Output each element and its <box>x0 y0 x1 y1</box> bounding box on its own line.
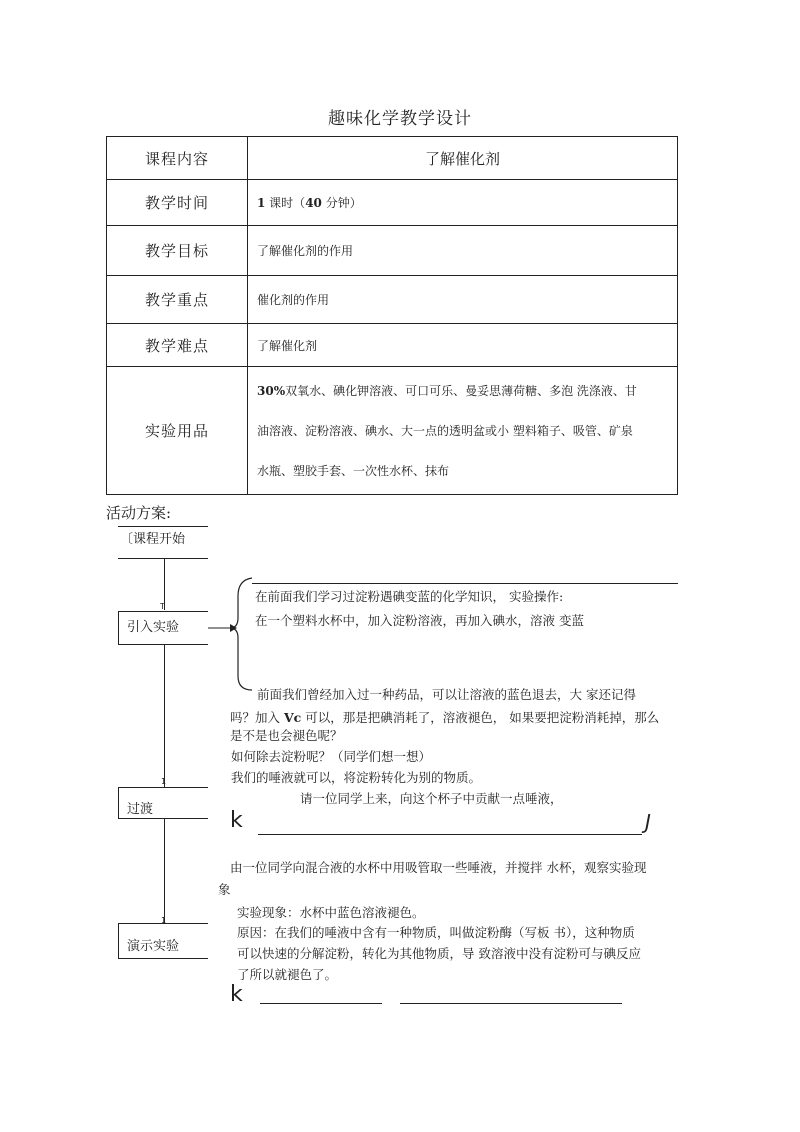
flow-connector <box>164 645 165 787</box>
row-label: 教学时间 <box>107 180 248 226</box>
intro-text: 在一个塑料水杯中，加入淀粉溶液，再加入碘水，溶液 变蓝 <box>255 613 584 628</box>
fill-line <box>258 834 642 835</box>
paragraph-line: 前面我们曾经加入过一种药品，可以让溶液的蓝色退去，大 家还记得 <box>257 687 636 702</box>
row-value: 催化剂的作用 <box>248 276 678 324</box>
phenomenon-line: 实验现象：水杯中蓝色溶液褪色。 <box>237 905 425 920</box>
row-value: 了解催化剂 <box>248 137 678 180</box>
paragraph-line <box>230 708 659 726</box>
divider <box>118 558 208 559</box>
divider <box>118 526 208 527</box>
row-label: 实验用品 <box>107 367 248 495</box>
arrow-mark: 1 <box>161 916 167 925</box>
page-title: 趣味化学教学设计 <box>328 109 472 129</box>
minutes-text: 分钟） <box>321 196 362 210</box>
table-row <box>107 276 678 324</box>
divider <box>252 583 678 584</box>
reason-line: 可以快速的分解淀粉，转化为其他物质，导 致溶液中没有淀粉可与碘反应 <box>237 946 641 961</box>
materials-line: 水瓶、塑胶手套、一次性水杯、抹布 <box>257 463 450 478</box>
row-value: 了解催化剂 <box>248 324 678 367</box>
lesson-plan-table <box>106 136 678 495</box>
flow-step-intro: 引入实验 <box>118 611 208 645</box>
paragraph-fragment: 可以，那是把碘消耗了，溶液褪色， 如果要把淀粉消耗掉，那么 <box>301 710 660 725</box>
row-label: 教学目标 <box>107 226 248 276</box>
row-label: 教学重点 <box>107 276 248 324</box>
flow-step-transition: 过渡 <box>118 787 208 819</box>
minutes-number: 40 <box>305 196 322 210</box>
row-value <box>248 367 678 495</box>
hours-number: 1 <box>257 196 266 210</box>
arrow-mark: Τ <box>160 602 165 611</box>
table-row <box>107 226 678 276</box>
paragraph-line: 象 <box>218 882 231 897</box>
row-label: 教学难点 <box>107 324 248 367</box>
paragraph-line: 我们的唾液就可以，将淀粉转化为别的物质。 <box>231 770 482 785</box>
flow-step-demo: 演示实验 <box>118 923 208 959</box>
row-value: 了解催化剂的作用 <box>248 226 678 276</box>
question-line: 如何除去淀粉呢？（同学们想一想） <box>231 749 432 764</box>
table-row <box>107 324 678 367</box>
k-marker: k <box>230 982 243 1007</box>
reason-line: 原因：在我们的唾液中含有一种物质，叫做淀粉酶（写板 书），这种物质 <box>237 925 635 940</box>
brace-icon <box>228 576 258 694</box>
reason-line: 了所以就褪色了。 <box>237 967 338 982</box>
intro-text: 在前面我们学习过淀粉遇碘变蓝的化学知识， 实验操作: <box>255 589 564 604</box>
row-value <box>248 180 678 226</box>
materials-line: 油溶液、淀粉溶液、碘水、大一点的透明盆或小 塑料箱子、吸管、矿泉 <box>257 423 633 438</box>
paragraph-line: 由一位同学向混合液的水杯中用吸管取一些唾液，并搅拌 水杯，观察实验现 <box>230 860 647 875</box>
row-label: 课程内容 <box>107 137 248 180</box>
paragraph-fragment: 吗？加入 <box>230 710 284 725</box>
j-marker: J <box>645 810 651 834</box>
hours-text: 课时（ <box>265 196 306 210</box>
k-marker: k <box>230 808 243 833</box>
section-heading: 活动方案: <box>106 504 172 522</box>
flow-connector <box>164 819 165 923</box>
table-row <box>107 137 678 180</box>
paragraph-line: 请一位同学上来，向这个杯子中贡献一点唾液， <box>300 791 563 806</box>
table-row <box>107 180 678 226</box>
paragraph-line: 是不是也会褪色呢？ <box>230 728 343 743</box>
fill-line <box>260 1003 382 1004</box>
fill-line <box>400 1003 622 1004</box>
materials-line: 双氧水、碘化钾溶液、可口可乐、曼妥思薄荷糖、多泡 洗涤液、甘 <box>285 383 637 398</box>
materials-percent: 30% <box>257 383 286 398</box>
table-row <box>107 367 678 495</box>
vc-label: Vc <box>283 710 302 725</box>
flow-start-label: 〔课程开始 <box>120 532 186 547</box>
arrow-mark: 1 <box>161 777 167 786</box>
